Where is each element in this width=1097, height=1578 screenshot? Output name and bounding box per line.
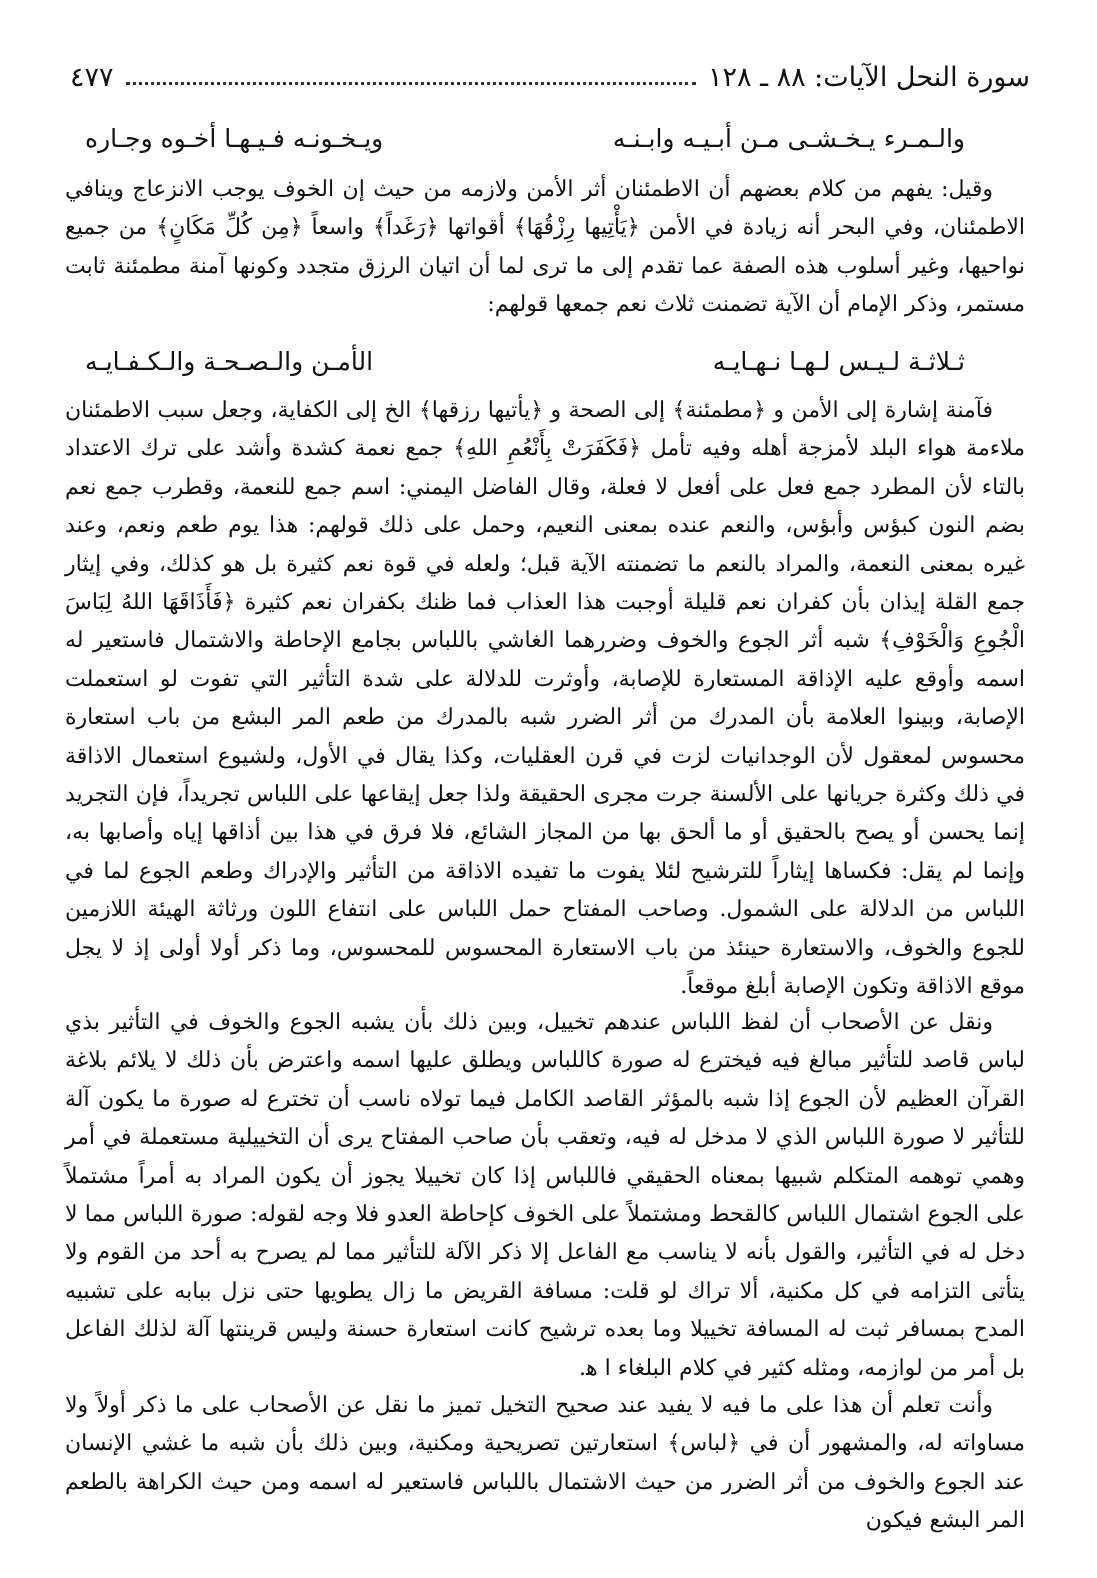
running-title: سورة النحل الآيات: ٨٨ ـ ١٢٨: [707, 61, 1030, 93]
paragraph-2: [65, 392, 1025, 1007]
paragraph-2-text: فآمنة إشارة إلى الأمن و ﴿مطمئنة﴾ إلى الصحة و ﴿يأتيها رزقها﴾ الخ إلى الكفاية، وجعل سبب الاطمئنان ملاءمة هواء البلد لأمزجة أهله وفيه تأمل ﴿فَكَفَرَتْ بِأَنْعُمِ اللهِ﴾ جمع نعمة كشدة وأشد على ترك الاعتداد بالتاء لأن المطرد جمع فعل على أفعل لا فعلة، وقال الفاضل اليمني: اسم جمع للنعمة، وقطرب جمع نعم بضم النون كبؤس وأبؤس، والنعم عنده بمعنى النعيم، وحمل على ذلك قولهم: هذا يوم طعم ونعم، وعند غيره بمعنى النعمة، والمراد بالنعم ما تضمنته الآية قبل؛ ولعله في قوة نعم كثيرة بل هو كذلك، وفي إيثار جمع القلة إيذان بأن كفران نعم قليلة أوجبت هذا العذاب فما ظنك بكفران نعم كثيرة ﴿فَأَذَاقَهَا اللهُ لِبَاسَ الْجُوعِ وَالْخَوْفِ﴾ شبه أثر الجوع والخوف وضررهما الغاشي باللباس بجامع الإحاطة والاشتمال فاستعير له اسمه وأوقع عليه الإذاقة المستعارة للإصابة، وأوثرت للدلالة على شدة التأثير التي تفوت لو استعملت الإصابة، وبينوا العلامة بأن المدرك من أثر الضرر شبه بالمدرك من طعم المر البشع من باب استعارة محسوس لمعقول لأن الوجدانيات لزت في قرن العقليات، وكذا يقال في الأول، ولشيوع استعمال الاذاقة في ذلك وكثرة جريانها على الألسنة جرت مجرى الحقيقة ولذا جعل إيقاعها على اللباس تجريداً، فإن التجريد إنما يحسن أو يصح بالحقيق أو ما ألحق بها من المجاز الشائع، فلا فرق في هذا بين أذاقها إياه وأصابها به، وإنما لم يقل: فكساها إيثاراً للترشيح لئلا يفوت ما تفيده الاذاقة من التأثير والإدراك وطعم الجوع لما في اللباس من الدلالة على الشمول. وصاحب المفتاح حمل اللباس على انتفاع اللون ورثاثة الهيئة اللازمين للجوع والخوف، والاستعارة حينئذ من باب الاستعارة المحسوس للمحسوس، وما ذكر أولا أولى إذ لا يجل موقع الاذاقة وتكون الإصابة أبلغ موقعاً.: [65, 398, 1026, 1000]
paragraph-1-text: وقيل: يفهم من كلام بعضهم أن الاطمئنان أثر الأمن ولازمه من حيث إن الخوف يوجب الانزعاج وينافي الاطمئنان، وفي البحر أنه زيادة في الأمن ﴿يَأْتِيها رِزْقُهَا﴾ أقواتها ﴿رَغَداً﴾ واسعاً ﴿مِن كُلِّ مَكَانٍ﴾ من جميع نواحيها، وغير أسلوب هذه الصفة عما تقدم إلى ما ترى لما أن اتيان الرزق متجدد وكونها آمنة مطمئنة ثابت مستمر، وذكر الإمام أن الآية تضمنت ثلاث نعم جمعها قولهم:: [65, 177, 1025, 318]
paragraph-1: [65, 171, 1025, 325]
verse-1-right-hemistich: والـمـرء يـخـشـى مـن أبـيـه وابـنـه: [612, 124, 965, 153]
verse-line-2: [85, 347, 965, 376]
verse-2-left-hemistich: الأمـن والـصـحـة والـكـفـايـه: [85, 347, 374, 376]
verse-line-1: [85, 124, 965, 153]
paragraph-4: [65, 1387, 1025, 1541]
page-number: ٤٧٧: [70, 61, 114, 93]
header-leader-dots: [126, 82, 696, 85]
paragraph-3: [65, 1004, 1025, 1388]
verse-2-right-hemistich: ثـلاثـة لـيـس لـهـا نـهـايـه: [712, 347, 965, 376]
paragraph-4-text: وأنت تعلم أن هذا على ما فيه لا يفيد عند صحيح التخيل تميز ما نقل عن الأصحاب على ما ذكر أولاً ولا مساواته له، والمشهور أن في ﴿لباس﴾ استعارتين تصريحية ومكنية، وبين ذلك بأن شبه ما غشي الإنسان عند الجوع والخوف من أثر الضرر من حيث الاشتمال باللباس فاستعير له اسمه ومن حيث الكراهة بالطعم المر البشع فيكون: [65, 1393, 1025, 1534]
paragraph-3-text: ونقل عن الأصحاب أن لفظ اللباس عندهم تخييل، وبين ذلك بأن يشبه الجوع والخوف في التأثير بذي لباس قاصد للتأثير مبالغ فيه فيخترع له صورة كاللباس ويطلق عليها اسمه واعترض بأن ذلك لا يلائم بلاغة القرآن العظيم لأن الجوع إذا شبه بالمؤثر القاصد الكامل فيما تولاه ناسب أن تخترع له صورة ما يكون آلة للتأثير لا صورة اللباس الذي لا مدخل له فيه، وتعقب بأن صاحب المفتاح يرى أن التخييلية مستعملة في أمر وهمي توهمه المتكلم شبيها بمعناه الحقيقي فاللباس إذا كان تخييلا يجوز أن يكون المراد به أمراً مشتملاً على الجوع اشتمال اللباس كالقحط ومشتملاً على الخوف كإحاطة العدو فلا وجه لقوله: صورة اللباس مما لا دخل له في التأثير، والقول بأنه لا يناسب مع الفاعل إلا ذكر الآلة للتأثير مما لم يصرح به أحد من القوم ولا يتأتى التزامه في كل مكنية، ألا تراك لو قلت: مسافة القريض ما زال يطويها حتى نزل ببابه على تشبيه المدح بمسافر ثبت له المسافة تخييلا وما بعده ترشيح كانت استعارة حسنة وليس قرينتها آلة لذلك الفاعل بل أمر من لوازمه، ومثله كثير في كلام البلغاء ا ﻫ.: [65, 1010, 1025, 1381]
page-header: [70, 52, 1030, 102]
verse-1-left-hemistich: ويـخـونـه فـيـهـا أخـوه وجـاره: [85, 124, 384, 153]
